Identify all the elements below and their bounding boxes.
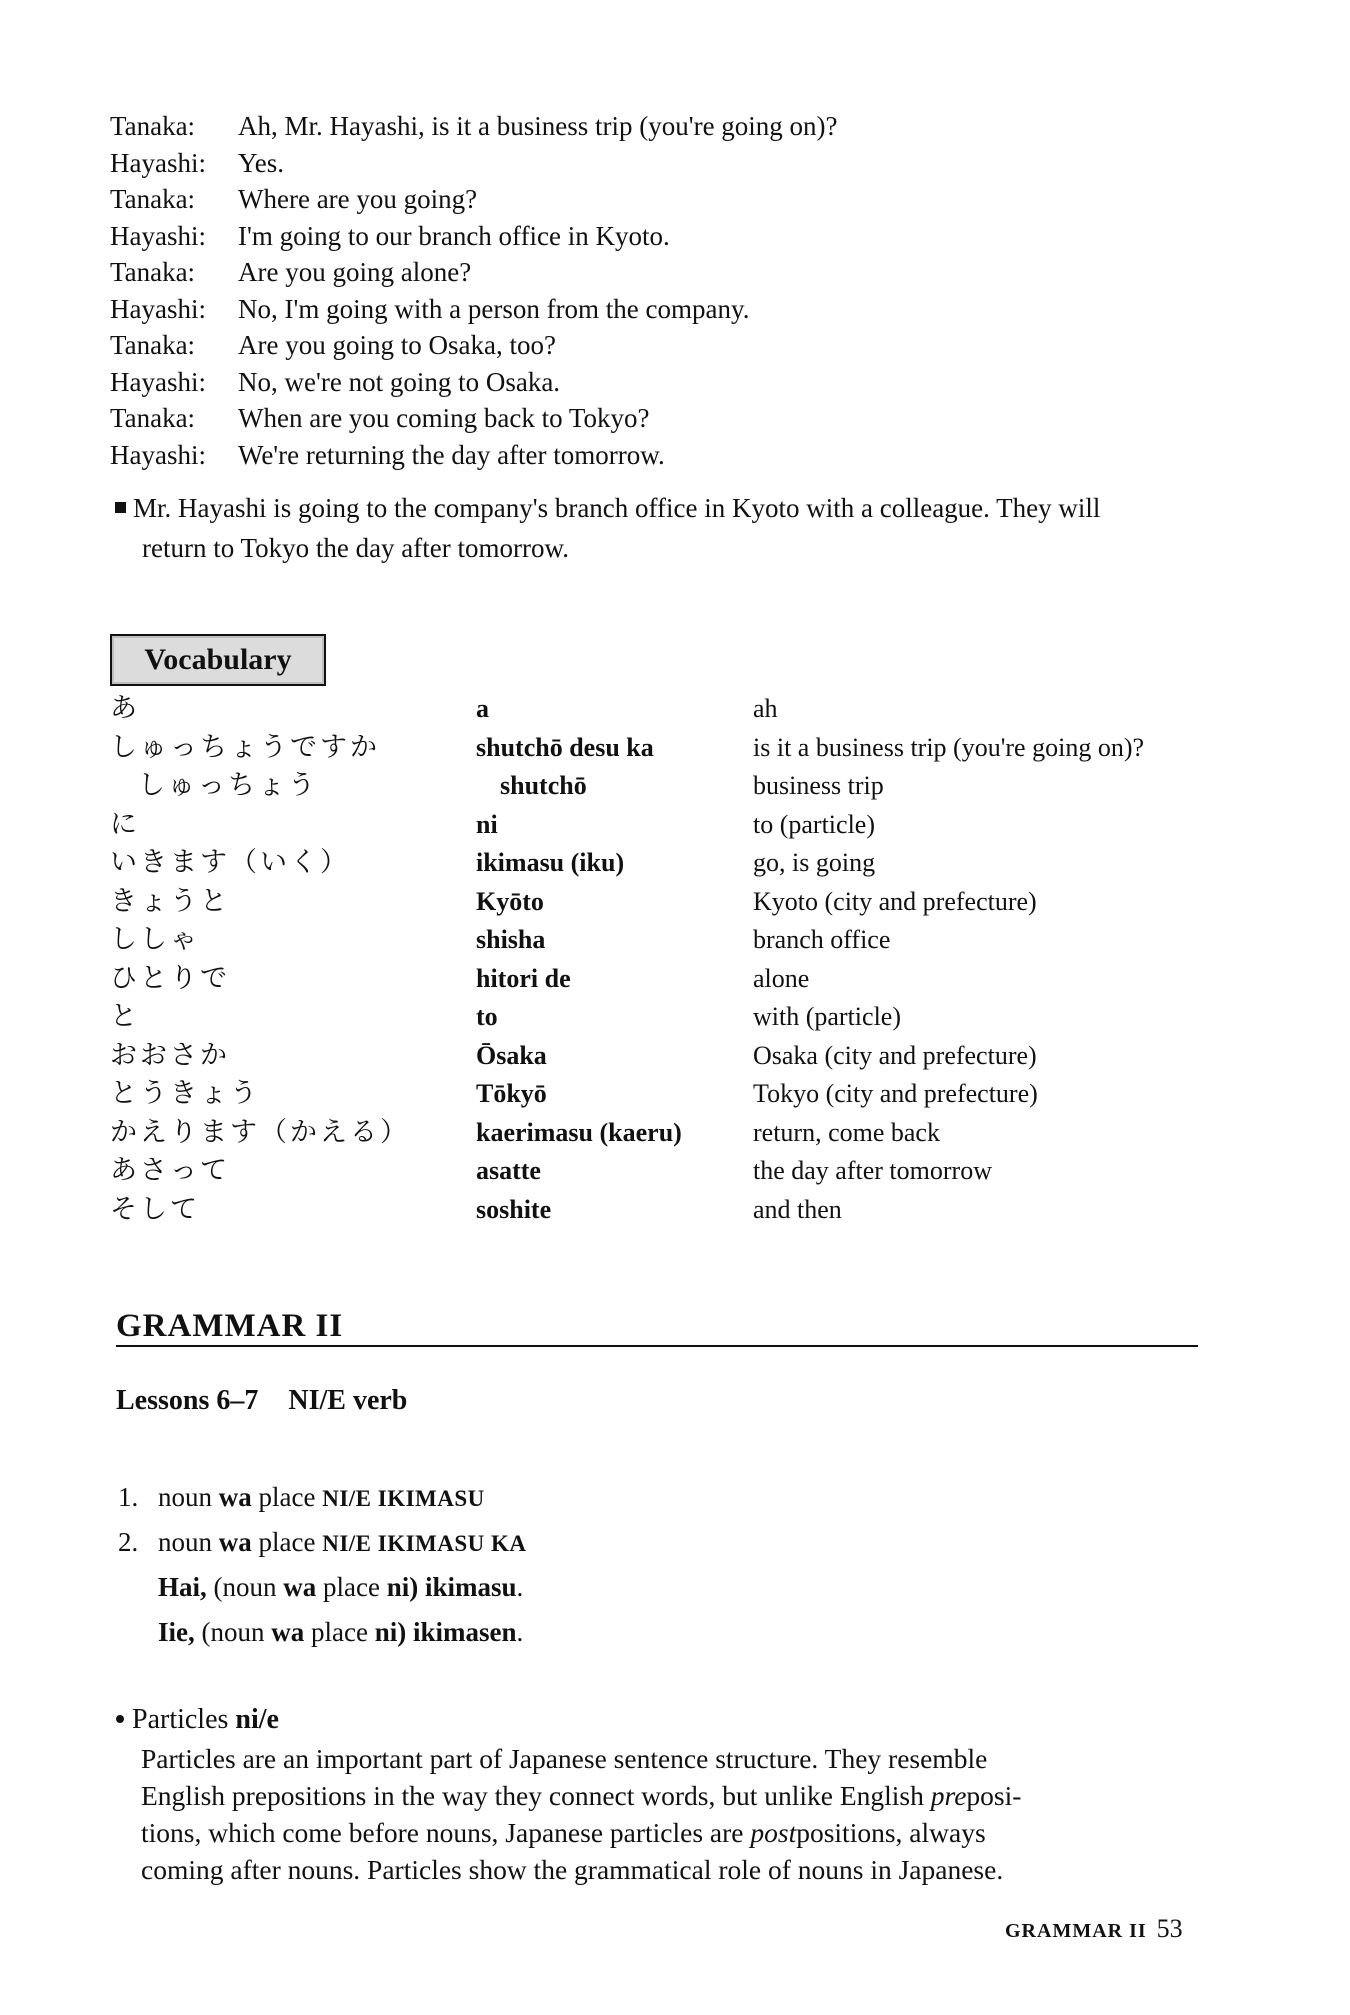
vocab-kana: おおさか	[110, 1039, 230, 1071]
vocabulary-row	[110, 844, 1260, 883]
vocabulary-list	[110, 690, 1260, 1229]
speaker-name: Tanaka:	[110, 257, 196, 287]
vocab-romaji: Tōkyō	[476, 1079, 547, 1108]
vocab-romaji: soshite	[476, 1194, 552, 1224]
vocabulary-row	[110, 690, 1260, 729]
grammar-heading: GRAMMAR II	[116, 1308, 344, 1344]
paragraph-line: English prepositions in the way they connect words, but unlike English preposi-	[141, 1780, 1022, 1811]
vocab-kana: あさって	[110, 1155, 230, 1186]
vocabulary-row	[110, 883, 1260, 922]
dialogue-text: We're returning the day after tomorrow.	[238, 439, 665, 470]
lesson-label: Lessons 6–7	[116, 1385, 259, 1416]
vocab-meaning: branch office	[753, 925, 891, 954]
speaker-name: Hayashi:	[110, 439, 206, 470]
dialogue-text: I'm going to our branch office in Kyoto.	[238, 220, 670, 251]
vocab-romaji: asatte	[476, 1156, 541, 1185]
lesson-title	[116, 1385, 407, 1417]
dialogue-line	[110, 291, 1210, 328]
dialogue-text: Yes.	[238, 147, 285, 178]
vocabulary-row	[110, 1191, 1260, 1230]
vocabulary-row	[110, 960, 1260, 999]
dialogue-text: Where are you going?	[238, 184, 478, 214]
vocab-romaji: hitori de	[476, 963, 571, 993]
vocab-meaning: Osaka (city and prefecture)	[753, 1040, 1037, 1070]
vocab-meaning: alone	[753, 963, 810, 993]
vocab-meaning: return, come back	[753, 1117, 940, 1147]
page-number: 53	[1156, 1914, 1183, 1943]
summary-line-1: Mr. Hayashi is going to the company's branch office in Kyoto with a colleague. They will	[133, 493, 1101, 523]
vocab-kana: しゅっちょうですか	[110, 731, 380, 763]
particles-heading: Particles ni/e	[116, 1704, 279, 1736]
vocab-meaning: business trip	[753, 771, 884, 800]
vocab-kana: しゅっちょう	[138, 770, 318, 801]
vocab-romaji: to	[476, 1002, 498, 1031]
pattern-2-answer-yes: Hai, (noun wa place ni) ikimasu.	[158, 1572, 524, 1602]
vocab-kana: に	[110, 808, 140, 840]
square-bullet-icon	[115, 502, 126, 513]
pattern-list	[118, 1475, 527, 1655]
vocabulary-row	[110, 921, 1260, 960]
speaker-name: Tanaka:	[110, 111, 196, 141]
vocab-romaji: Ōsaka	[476, 1040, 547, 1070]
speaker-name: Tanaka:	[110, 403, 196, 433]
vocabulary-row	[110, 1037, 1260, 1076]
dialogue-line	[110, 108, 1210, 145]
vocab-romaji: shutchō	[500, 771, 587, 800]
speaker-name: Hayashi:	[110, 220, 206, 251]
dialogue-line	[110, 327, 1210, 364]
paragraph-line: Particles are an important part of Japanese sentence structure. They resemble	[141, 1743, 988, 1774]
vocab-meaning: Tokyo (city and prefecture)	[753, 1079, 1038, 1108]
vocabulary-heading: Vocabulary	[110, 634, 326, 686]
vocab-kana: と	[110, 1001, 140, 1032]
vocabulary-row	[110, 729, 1260, 768]
dialogue-line	[110, 145, 1210, 182]
vocab-kana: とうきょう	[110, 1078, 260, 1109]
vocab-kana: きょうと	[110, 885, 230, 917]
vocab-meaning: with (particle)	[753, 1002, 901, 1031]
dialogue-text: Ah, Mr. Hayashi, is it a business trip (you're going on)?	[238, 111, 838, 141]
vocab-kana: ししゃ	[110, 924, 200, 955]
pattern-2-answer-no: Iie, (noun wa place ni) ikimasen.	[158, 1617, 524, 1647]
vocab-meaning: the day after tomorrow	[753, 1156, 992, 1185]
vocab-meaning: and then	[753, 1194, 842, 1224]
vocabulary-row	[110, 998, 1260, 1037]
vocab-kana: そして	[110, 1193, 200, 1225]
bullet-icon	[116, 1715, 124, 1723]
speaker-name: Tanaka:	[110, 330, 196, 360]
dialogue-text: Are you going to Osaka, too?	[238, 330, 556, 360]
dialogue-text: No, we're not going to Osaka.	[238, 366, 561, 397]
speaker-name: Tanaka:	[110, 184, 196, 214]
vocab-romaji: kaerimasu (kaeru)	[476, 1117, 682, 1147]
particles-paragraph	[141, 1740, 1201, 1888]
vocab-romaji: ikimasu (iku)	[476, 848, 625, 877]
dialogue-text: Are you going alone?	[238, 257, 472, 287]
vocab-kana: ひとりで	[110, 962, 230, 994]
summary-line-2: return to Tokyo the day after tomorrow.	[142, 533, 569, 563]
page-footer	[1005, 1914, 1183, 1944]
dialogue	[110, 108, 1210, 473]
vocab-meaning: ah	[753, 694, 778, 723]
vocabulary-row	[110, 767, 1260, 806]
speaker-name: Hayashi:	[110, 366, 206, 397]
vocab-romaji: shutchō desu ka	[476, 732, 654, 762]
vocab-kana: あ	[110, 693, 140, 724]
dialogue-text: When are you coming back to Tokyo?	[238, 403, 650, 433]
vocab-romaji: shisha	[476, 925, 546, 954]
speaker-name: Hayashi:	[110, 293, 206, 324]
vocabulary-row	[110, 1114, 1260, 1153]
dialogue-text: No, I'm going with a person from the company.	[238, 293, 750, 324]
heading-rule	[116, 1345, 1198, 1347]
running-footer-label: GRAMMAR II	[1005, 1920, 1147, 1942]
vocab-romaji: a	[476, 694, 489, 723]
summary-note	[115, 488, 1205, 568]
dialogue-line	[110, 437, 1210, 474]
vocab-kana: いきます（いく）	[110, 847, 350, 878]
vocabulary-row	[110, 1075, 1260, 1114]
dialogue-line	[110, 181, 1210, 218]
vocab-kana: かえります（かえる）	[110, 1116, 410, 1148]
vocab-meaning: go, is going	[753, 848, 876, 877]
dialogue-line	[110, 254, 1210, 291]
paragraph-line: tions, which come before nouns, Japanese particles are postpositions, always	[141, 1817, 986, 1848]
vocabulary-row	[110, 1152, 1260, 1191]
dialogue-line	[110, 218, 1210, 255]
pattern-2: 2. noun wa place NI/E IKIMASU KA	[118, 1527, 527, 1557]
vocabulary-row	[110, 806, 1260, 845]
lesson-topic: NI/E verb	[288, 1385, 408, 1416]
speaker-name: Hayashi:	[110, 147, 206, 178]
vocab-romaji: ni	[476, 809, 498, 839]
paragraph-line: coming after nouns. Particles show the grammatical role of nouns in Japanese.	[141, 1854, 1004, 1885]
vocab-romaji: Kyōto	[476, 886, 544, 916]
dialogue-line	[110, 364, 1210, 401]
dialogue-line	[110, 400, 1210, 437]
vocab-meaning: is it a business trip (you're going on)?	[753, 732, 1145, 762]
pattern-1: 1. noun wa place NI/E IKIMASU	[118, 1482, 485, 1512]
vocab-meaning: to (particle)	[753, 809, 875, 839]
vocab-meaning: Kyoto (city and prefecture)	[753, 886, 1037, 916]
